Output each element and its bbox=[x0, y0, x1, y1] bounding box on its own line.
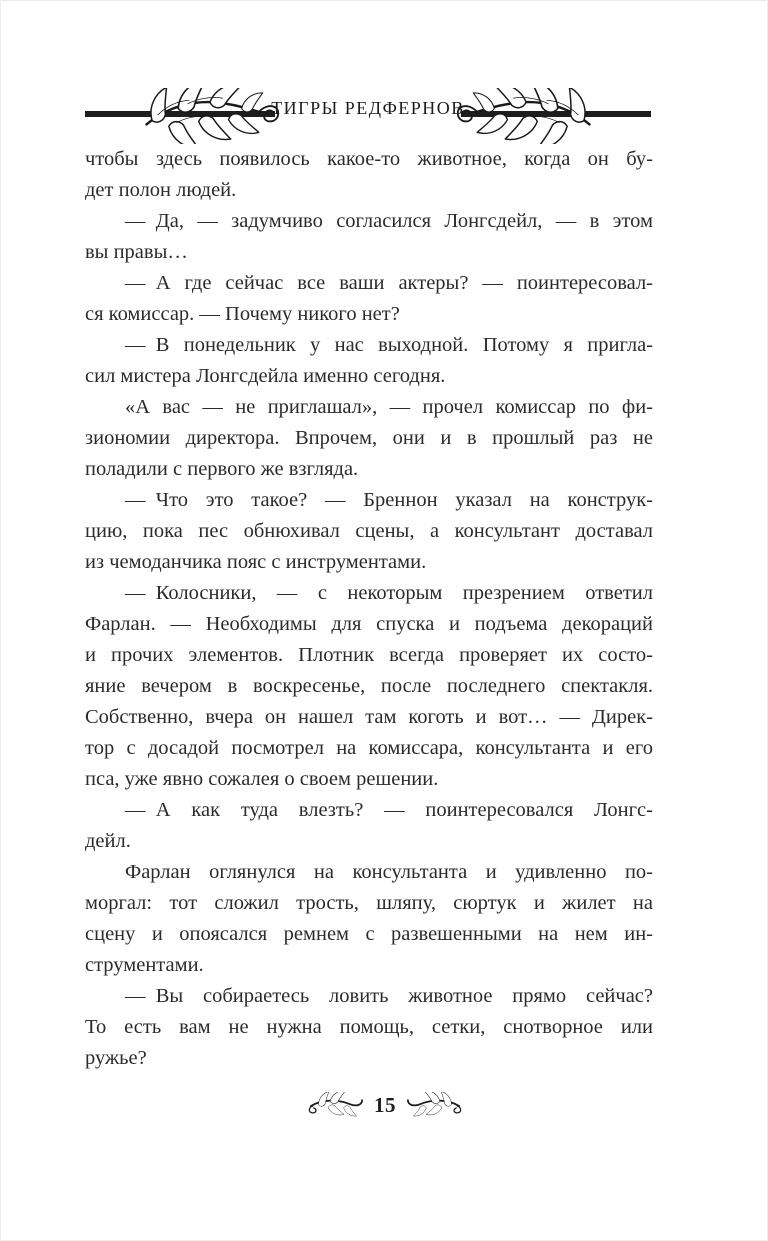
text-line: дет полон людей. bbox=[85, 179, 237, 201]
text-line: дейл. bbox=[85, 830, 131, 852]
text-line: и прочих элементов. Плотник всегда проверяет их состо- bbox=[85, 644, 653, 666]
running-head bbox=[85, 88, 651, 146]
text-block bbox=[85, 144, 653, 1074]
text-line: — Вы собираетесь ловить животное прямо сейчас? bbox=[125, 985, 653, 1007]
text-line: — В понедельник у нас выходной. Потому я пригла- bbox=[125, 334, 653, 356]
text-line: моргал: тот сложил трость, шляпу, сюртук и жилет на bbox=[85, 892, 653, 914]
text-line: — А как туда влезть? — поинтересовался Лонгс- bbox=[125, 799, 653, 821]
text-line: То есть вам не нужна помощь, сетки, снотворное или bbox=[85, 1016, 653, 1038]
text-line: из чемоданчика пояс с инструментами. bbox=[85, 551, 427, 573]
footer-flourish-left-icon bbox=[307, 1092, 365, 1118]
page-number: 15 bbox=[374, 1092, 396, 1117]
page-footer bbox=[1, 1089, 768, 1121]
text-line: поладили с первого же взгляда. bbox=[85, 458, 359, 480]
text-line: ся комиссар. — Почему никого нет? bbox=[85, 303, 400, 325]
text-line: вы правы… bbox=[85, 241, 188, 263]
text-line: Собственно, вчера он нашел там коготь и вот… — Дирек- bbox=[85, 706, 653, 728]
text-line: «А вас — не приглашал», — прочел комиссар по фи- bbox=[125, 396, 653, 418]
text-line: тор с досадой посмотрел на комиссара, консультанта и его bbox=[85, 737, 653, 759]
text-line: яние вечером в воскресенье, после последнего спектакля. bbox=[85, 675, 653, 697]
footer-flourish-right-icon bbox=[405, 1092, 463, 1118]
running-head-title: ТИГРЫ РЕДФЕРНОВ bbox=[271, 98, 465, 118]
text-line: — А где сейчас все ваши актеры? — поинтересовал- bbox=[125, 272, 653, 294]
text-line: струментами. bbox=[85, 954, 204, 976]
acanthus-ornament-right-icon bbox=[457, 88, 597, 144]
text-line: зиономии директора. Впрочем, они и в прошлый раз не bbox=[85, 427, 653, 449]
text-line: Фарлан. — Необходимы для спуска и подъема декораций bbox=[85, 613, 653, 635]
text-line: — Колосники, — с некоторым презрением ответил bbox=[125, 582, 653, 604]
text-line: цию, пока пес обнюхивал сцены, а консультант доставал bbox=[85, 520, 653, 542]
text-line: чтобы здесь появилось какое-то животное, когда он бу- bbox=[85, 148, 653, 170]
acanthus-ornament-left-icon bbox=[139, 88, 279, 144]
text-line: Фарлан оглянулся на консультанта и удивленно по- bbox=[125, 861, 653, 883]
text-line: сил мистера Лонгсдейла именно сегодня. bbox=[85, 365, 446, 387]
text-line: сцену и опоясался ремнем с развешенными на нем ин- bbox=[85, 923, 653, 945]
text-line: ружье? bbox=[85, 1047, 147, 1069]
text-line: — Что это такое? — Бреннон указал на конструк- bbox=[125, 489, 653, 511]
text-line: — Да, — задумчиво согласился Лонгсдейл, — в этом bbox=[125, 210, 653, 232]
text-line: пса, уже явно сожалея о своем решении. bbox=[85, 768, 439, 790]
